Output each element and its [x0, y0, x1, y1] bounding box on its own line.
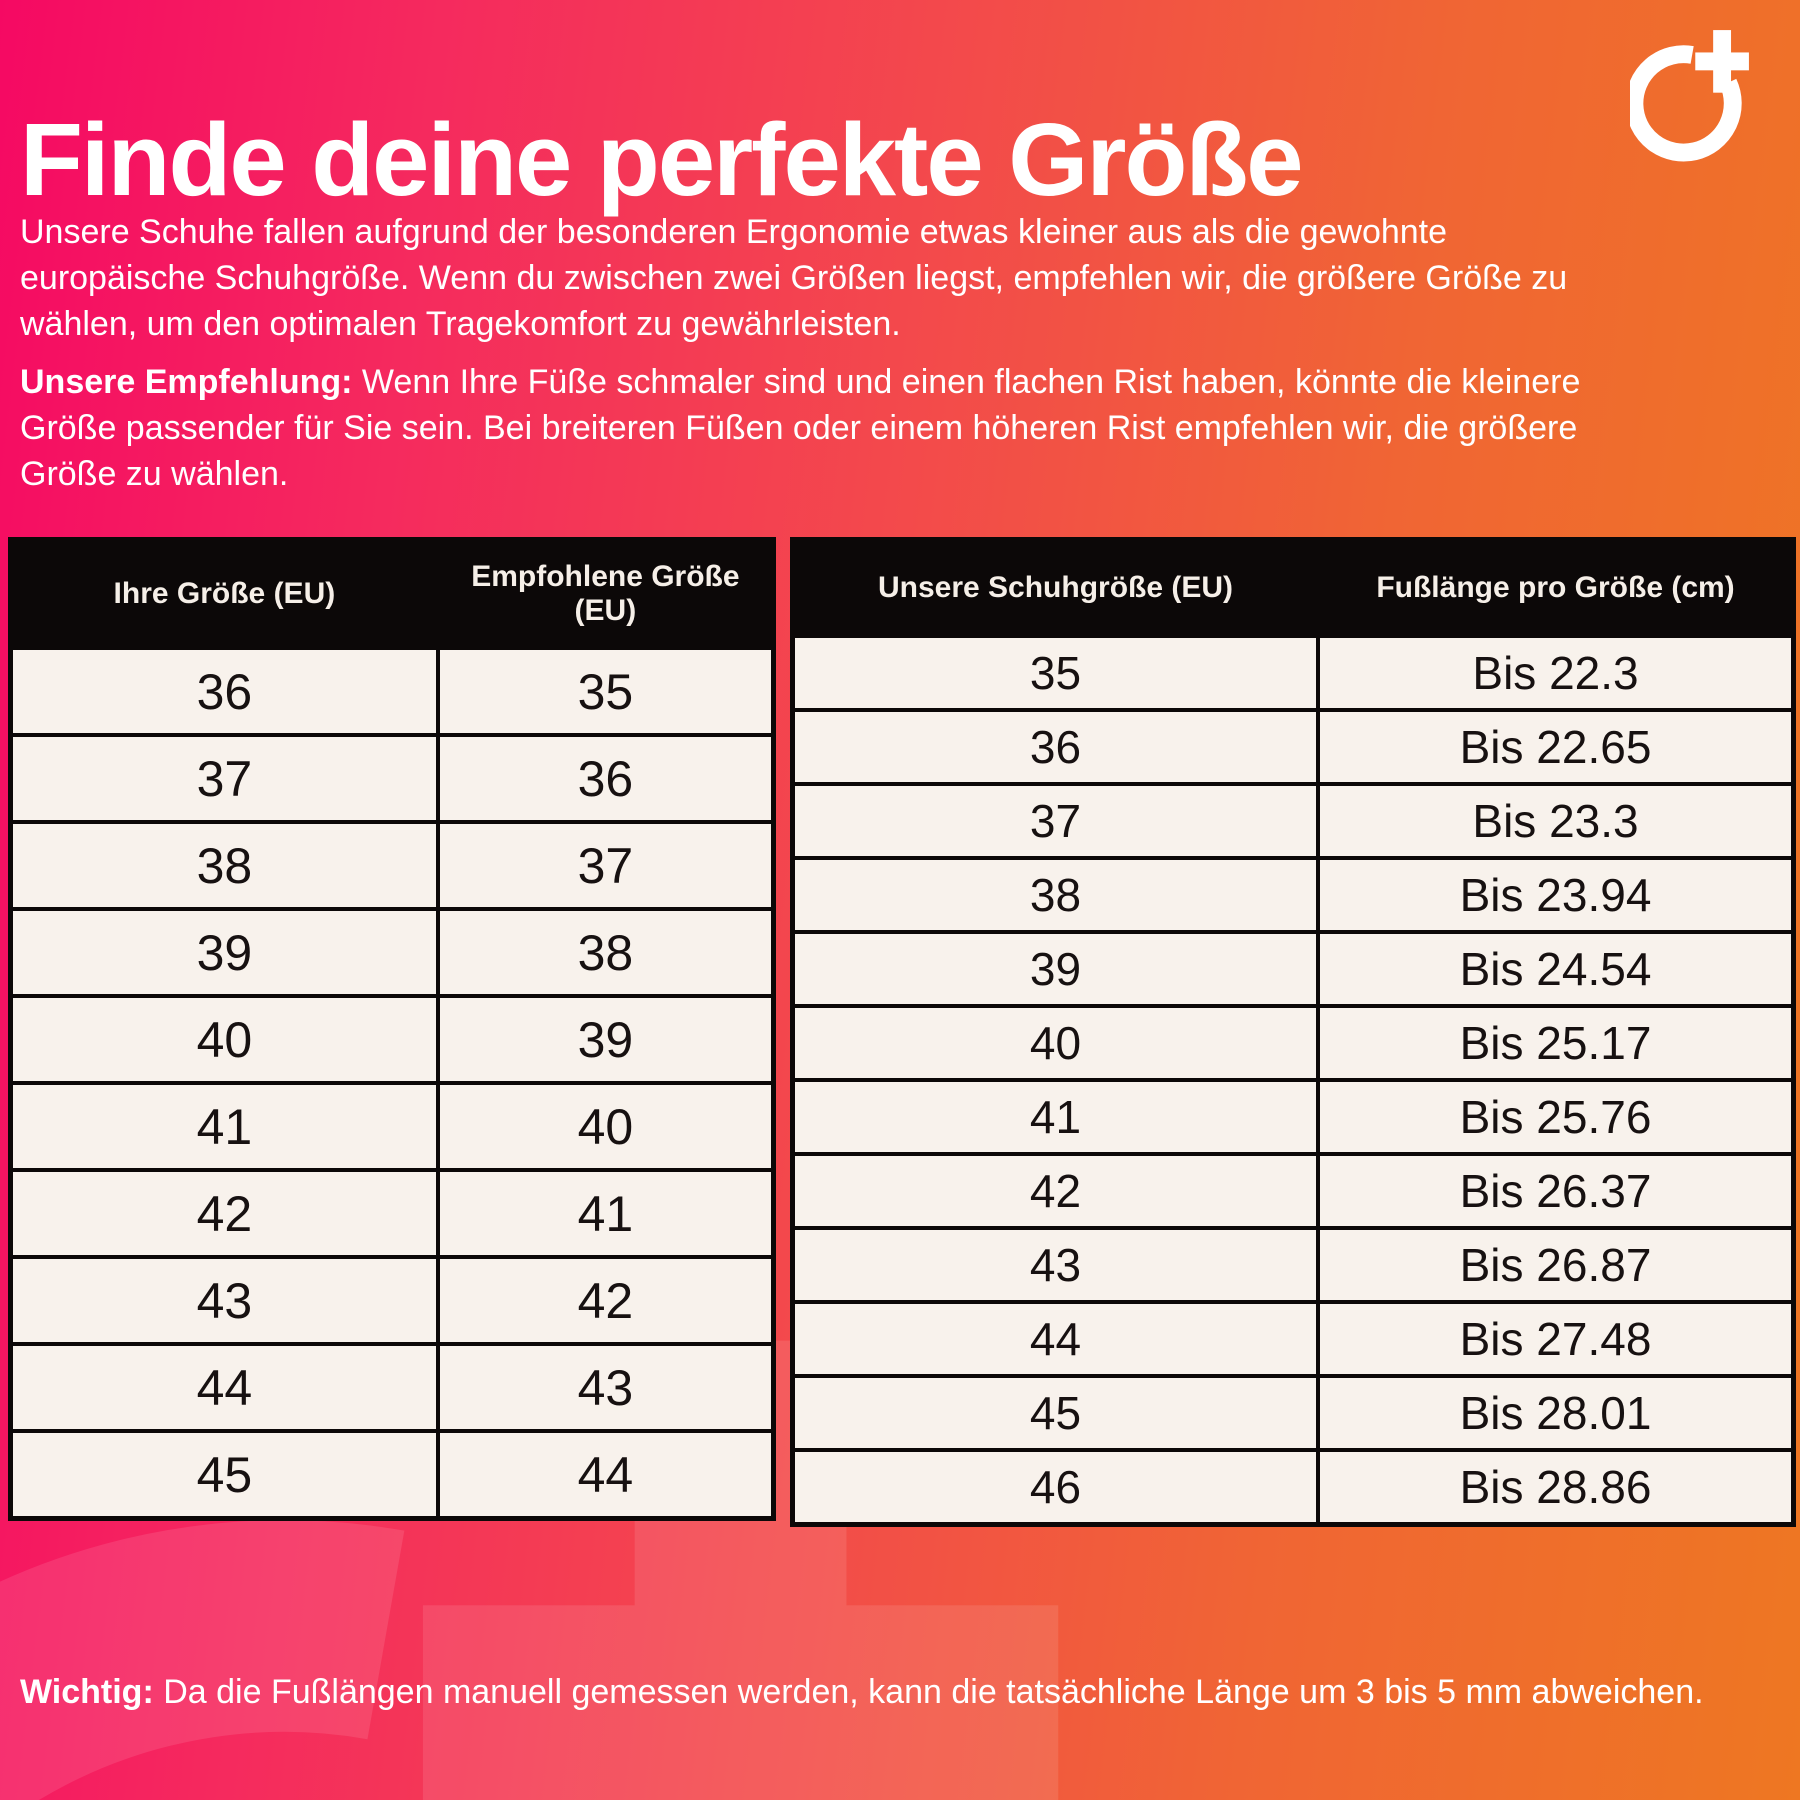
table-row	[793, 932, 1794, 1006]
page-title: Finde deine perfekte Größe	[20, 102, 1302, 217]
table-cell: Bis 28.86	[1318, 1450, 1793, 1525]
table-row	[793, 1080, 1794, 1154]
table-cell: 39	[438, 996, 774, 1083]
table-row	[11, 996, 774, 1083]
table-cell: Bis 25.17	[1318, 1006, 1793, 1080]
table-row	[11, 1083, 774, 1170]
table-row	[11, 909, 774, 996]
table-cell: 43	[11, 1257, 438, 1344]
table-cell: 36	[11, 648, 438, 735]
table-cell: 40	[438, 1083, 774, 1170]
column-header: Empfohlene Größe (EU)	[438, 540, 774, 649]
table-cell: 42	[11, 1170, 438, 1257]
table-cell: 39	[11, 909, 438, 996]
header-row	[11, 540, 774, 649]
table-cell: Bis 26.87	[1318, 1228, 1793, 1302]
table-cell: 46	[793, 1450, 1319, 1525]
table-cell: 37	[793, 784, 1319, 858]
table-cell: Bis 22.3	[1318, 636, 1793, 710]
table-cell: Bis 24.54	[1318, 932, 1793, 1006]
note-paragraph	[20, 1670, 1720, 1716]
table-row	[793, 1302, 1794, 1376]
table-row	[793, 1450, 1794, 1525]
table-cell: 42	[793, 1154, 1319, 1228]
table-row	[11, 1170, 774, 1257]
table-row	[11, 735, 774, 822]
table-cell: 44	[438, 1431, 774, 1519]
table-cell: Bis 25.76	[1318, 1080, 1793, 1154]
table-row	[11, 822, 774, 909]
table-cell: 41	[793, 1080, 1319, 1154]
table-row	[793, 710, 1794, 784]
table-cell: Bis 22.65	[1318, 710, 1793, 784]
table-row	[793, 1006, 1794, 1080]
table-cell: 36	[793, 710, 1319, 784]
table-cell: 37	[11, 735, 438, 822]
intro-paragraph: Unsere Schuhe fallen aufgrund der besonderen Ergonomie etwas kleiner aus als die gewohnte europäische Schuhgröße. Wenn du zwischen zwei Größen liegst, empfehlen wir, die größere Größe zu wählen, um den optimalen Tragekomfort zu gewährleisten.	[20, 213, 1568, 343]
table-cell: 38	[438, 909, 774, 996]
size-conversion-table	[8, 537, 776, 1521]
table-cell: 35	[438, 648, 774, 735]
table-cell: 35	[793, 636, 1319, 710]
table-row	[793, 858, 1794, 932]
table-cell: 39	[793, 932, 1319, 1006]
table-cell: 44	[11, 1344, 438, 1431]
column-header: Fußlänge pro Größe (cm)	[1318, 540, 1793, 637]
column-header: Ihre Größe (EU)	[11, 540, 438, 649]
note-label: Wichtig:	[20, 1673, 154, 1711]
table-cell: 38	[793, 858, 1319, 932]
recommendation-text: Wenn Ihre Füße schmaler sind und einen flachen Rist haben, könnte die kleinere Größe passender für Sie sein. Bei breiteren Füßen oder einem höheren Rist empfehlen wir, die größere Größe zu wählen.	[20, 363, 1581, 493]
table-cell: Bis 23.3	[1318, 784, 1793, 858]
table-cell: 43	[793, 1228, 1319, 1302]
table-cell: 45	[793, 1376, 1319, 1450]
note-text: Da die Fußlängen manuell gemessen werden, kann die tatsächliche Länge um 3 bis 5 mm abweichen.	[153, 1673, 1704, 1711]
table-cell: Bis 28.01	[1318, 1376, 1793, 1450]
table-row	[11, 1344, 774, 1431]
table-row	[11, 648, 774, 735]
table-cell: 41	[438, 1170, 774, 1257]
recommendation-paragraph	[20, 360, 1592, 498]
table-cell: Bis 27.48	[1318, 1302, 1793, 1376]
column-header: Unsere Schuhgröße (EU)	[793, 540, 1319, 637]
table-row	[793, 1228, 1794, 1302]
table-cell: 36	[438, 735, 774, 822]
table-cell: Bis 23.94	[1318, 858, 1793, 932]
table-cell: 37	[438, 822, 774, 909]
table-cell: 40	[793, 1006, 1319, 1080]
table-row	[11, 1257, 774, 1344]
table-cell: 43	[438, 1344, 774, 1431]
table-cell: 45	[11, 1431, 438, 1519]
header-row	[793, 540, 1794, 637]
table-row	[793, 636, 1794, 710]
table-row	[793, 784, 1794, 858]
table-cell: 38	[11, 822, 438, 909]
table-row	[11, 1431, 774, 1519]
circle-plus-logo-icon	[1630, 14, 1782, 166]
table-cell: 44	[793, 1302, 1319, 1376]
foot-length-table	[790, 537, 1796, 1527]
table-cell: Bis 26.37	[1318, 1154, 1793, 1228]
table-cell: 42	[438, 1257, 774, 1344]
table-row	[793, 1154, 1794, 1228]
table-cell: 41	[11, 1083, 438, 1170]
table-row	[793, 1376, 1794, 1450]
table-cell: 40	[11, 996, 438, 1083]
recommendation-label: Unsere Empfehlung:	[20, 363, 353, 401]
